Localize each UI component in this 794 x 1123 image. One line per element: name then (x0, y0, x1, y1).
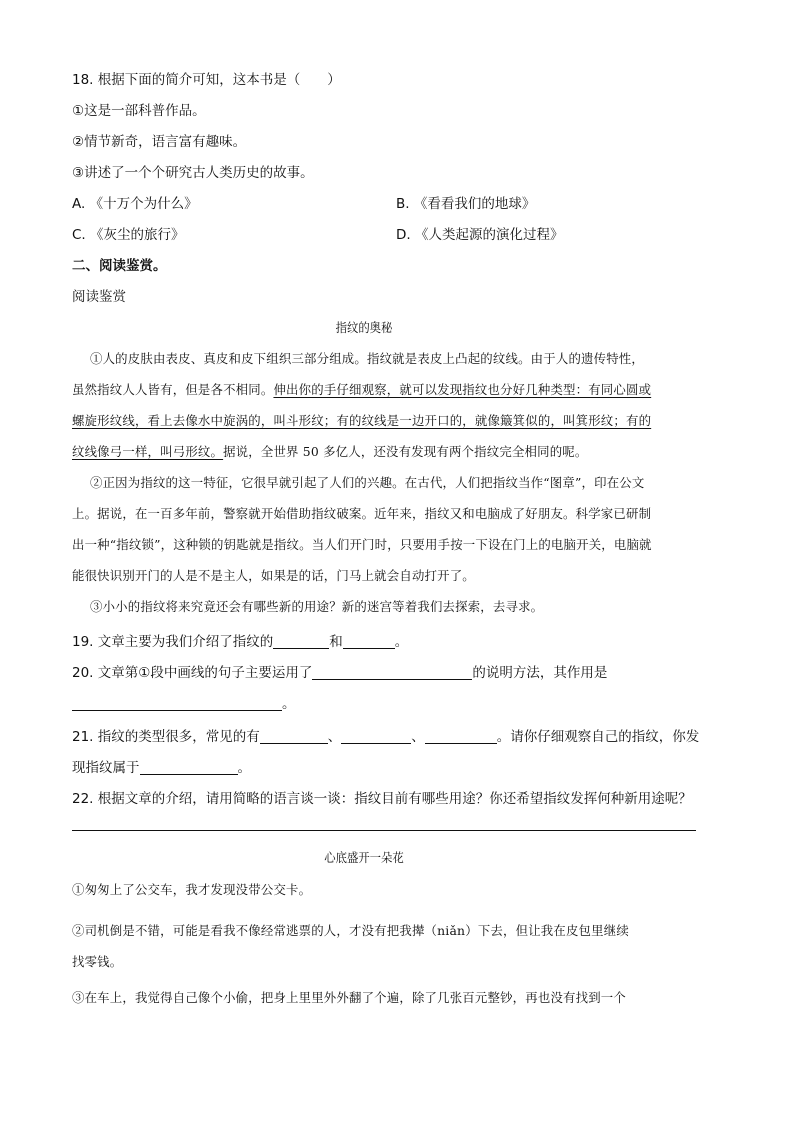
option-c: C. 《灰尘的旅行》 (72, 227, 185, 243)
article1-paragraph-1-line-1: ①人的皮肤由表皮、真皮和皮下组织三部分组成。指纹就是表皮上凸起的纹线。由于人的遗传特性， (90, 351, 644, 366)
article1-paragraph-1-line-4: 纹线像弓一样，叫弓形纹。据说，全世界 50 多亿人，还没有发现有两个指纹完全相同的呢。 (72, 444, 588, 459)
article2-paragraph-2-line-2: 找零钱。 (72, 954, 123, 969)
section-subheading: 阅读鉴赏 (72, 289, 126, 305)
question-21: 21. 指纹的类型很多，常见的有 、 、 。请你仔细观察自己的指纹，你发 (72, 729, 700, 745)
question-19: 19. 文章主要为我们介绍了指纹的 和 。 (72, 634, 409, 650)
article1-paragraph-2-line-3: 出一种“指纹锁”，这种锁的钥匙就是指纹。当人们开门时，只要用手按一下设在门上的电脑开关，电脑就 (72, 537, 652, 552)
answer-blank[interactable] (343, 634, 395, 649)
answer-blank[interactable] (273, 634, 329, 649)
article-title-fingerprint: 指纹的奥秘 (335, 320, 393, 335)
article2-paragraph-2-line-1: ②司机倒是不错，可能是看我不像经常逃票的人，才没有把我撵（niǎn）下去，但让我在皮包里继续 (72, 923, 629, 938)
answer-blank[interactable] (140, 760, 238, 775)
question-20: 20. 文章第①段中画线的句子主要运用了 的说明方法，其作用是 (72, 665, 608, 681)
question-18-clue-1: ①这是一部科普作品。 (72, 103, 206, 119)
question-22: 22. 根据文章的介绍，请用简略的语言谈一谈：指纹目前有哪些用途？你还希望指纹发挥何种新用途呢？ (72, 791, 692, 807)
article1-paragraph-2-line-2: 上。据说，在一百多年前，警察就开始借助指纹破案。近年来，指纹又和电脑成了好朋友。科学家已研制 (72, 506, 652, 521)
answer-blank[interactable] (260, 729, 328, 744)
option-a: A. 《十万个为什么》 (72, 196, 198, 212)
question-20-line-2: 。 (72, 692, 296, 712)
article1-paragraph-3: ③小小的指纹将来究竟还会有哪些新的用途？新的迷宫等着我们去探索，去寻求。 (90, 599, 544, 614)
article2-paragraph-3-line-1: ③在车上，我觉得自己像个小偷，把身上里里外外翻了个遍，除了几张百元整钞，再也没有找到一个 (72, 990, 626, 1005)
question-21-line-2: 现指纹属于 。 (72, 760, 251, 776)
option-d: D. 《人类起源的演化过程》 (396, 227, 564, 243)
underlined-sentence: 伸出你的手仔细观察，就可以发现指纹也分好几种类型：有同心圆或 (273, 382, 652, 397)
article-title-flower: 心底盛开一朵花 (324, 850, 404, 865)
option-b: B. 《看看我们的地球》 (396, 196, 536, 212)
article1-paragraph-1-line-2: 虽然指纹人人皆有，但是各不相同。伸出你的手仔细观察，就可以发现指纹也分好几种类型：有同心圆或 (72, 382, 652, 397)
article1-paragraph-1-line-3: 螺旋形纹线，看上去像水中旋涡的，叫斗形纹；有的纹线是一边开口的，就像簸箕似的，叫箕形纹；有的 (72, 413, 652, 428)
answer-blank[interactable] (312, 665, 472, 680)
answer-blank[interactable] (425, 729, 497, 744)
article1-paragraph-2-line-4: 能很快识别开门的人是不是主人，如果是的话，门马上就会自动打开了。 (72, 568, 475, 583)
question-18-stem: 18. 根据下面的简介可知，这本书是（ ） (72, 72, 341, 88)
answer-blank[interactable] (72, 696, 282, 711)
article2-paragraph-1: ①匆匆上了公交车，我才发现没带公交卡。 (72, 882, 312, 897)
underlined-sentence-end: 纹线像弓一样，叫弓形纹。 (72, 444, 224, 459)
question-18-clue-2: ②情节新奇，语言富有趣味。 (72, 134, 247, 150)
answer-blank[interactable] (341, 729, 411, 744)
section-heading: 二、阅读鉴赏。 (72, 258, 167, 274)
article1-paragraph-2-line-1: ②正因为指纹的这一特征，它很早就引起了人们的兴趣。在古代，人们把指纹当作“图章”，印在公文 (90, 475, 645, 490)
question-18-clue-3: ③讲述了一个个研究古人类历史的故事。 (72, 165, 314, 181)
answer-line[interactable] (72, 830, 696, 831)
